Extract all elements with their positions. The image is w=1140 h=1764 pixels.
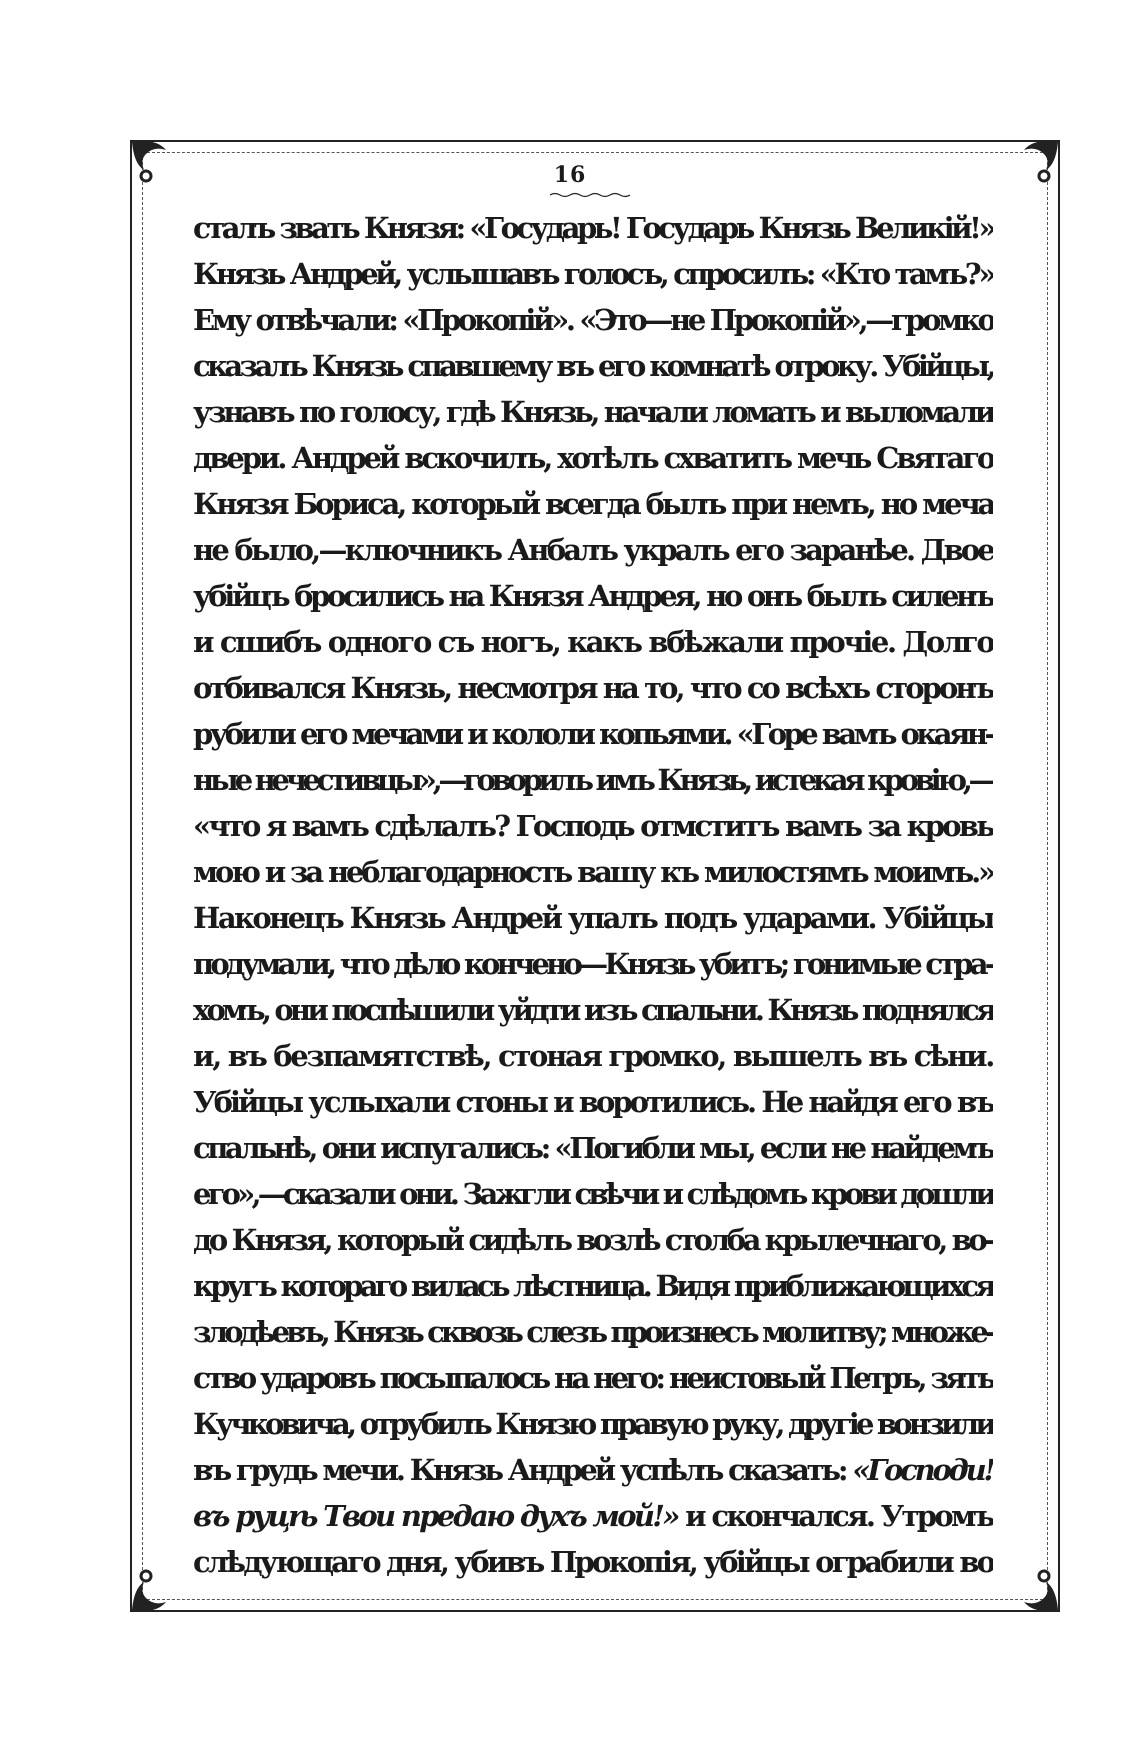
text-line: [193, 389, 993, 435]
text-segment: кругъ котораго вилась лѣстница. Видя приближающихся: [193, 1269, 993, 1303]
text-segment: двери. Андрей вскочилъ, хотѣлъ схватить мечь Святаго: [193, 441, 993, 475]
text-line: [193, 527, 993, 573]
text-line: [193, 1447, 993, 1493]
text-line: [193, 619, 993, 665]
text-line: [193, 1217, 993, 1263]
text-line: [193, 941, 993, 987]
text-segment: въ грудь мечи. Князь Андрей успѣлъ сказать:: [193, 1453, 853, 1487]
text-segment: убійцъ бросились на Князя Андрея, но онъ былъ силенъ: [193, 579, 993, 613]
text-line: [193, 1171, 993, 1217]
text-line: [193, 573, 993, 619]
text-segment: Убійцы услыхали стоны и воротились. Не найдя его въ: [193, 1085, 993, 1119]
text-line: [193, 895, 993, 941]
text-line: [193, 1401, 993, 1447]
text-segment: хомъ, они поспѣшили уйдти изъ спальни. Князь поднялся: [193, 993, 993, 1027]
text-line: [193, 1125, 993, 1171]
page-number-wavy-rule: [550, 192, 630, 198]
text-segment: и скончался. Утромъ: [677, 1499, 993, 1533]
body-text: [193, 205, 993, 1585]
text-segment: ство ударовъ посыпалось на него: неистовый Петръ, зять: [193, 1361, 993, 1395]
text-segment: его»,—сказали они. Зажгли свѣчи и слѣдомъ крови дошли: [193, 1177, 993, 1211]
text-segment: «что я вамъ сдѣлалъ? Господь отмститъ вамъ за кровь: [193, 809, 993, 843]
text-segment: рубили его мечами и кололи копьями. «Горе вамъ окаян-: [193, 717, 993, 751]
text-line: [193, 1539, 993, 1585]
text-segment: Ему отвѣчали: «Прокопій». «Это—не Прокопій»,—громко: [193, 303, 993, 337]
text-line: [193, 1493, 993, 1539]
text-line: [193, 435, 993, 481]
text-segment: Князя Бориса, который всегда былъ при немъ, но меча: [193, 487, 993, 521]
text-line: [193, 297, 993, 343]
text-segment: спальнѣ, они испугались: «Погибли мы, если не найдемъ: [193, 1131, 993, 1165]
text-line: [193, 803, 993, 849]
text-segment: Кучковича, отрубилъ Князю правую руку, другіе вонзили: [193, 1407, 993, 1441]
corner-ornament-icon: [126, 1556, 186, 1616]
text-line: [193, 849, 993, 895]
text-segment: не было,—ключникъ Анбалъ укралъ его заранѣе. Двое: [193, 533, 993, 567]
text-line: [193, 757, 993, 803]
text-segment: узнавъ по голосу, гдѣ Князь, начали ломать и выломали: [193, 395, 993, 429]
text-line: [193, 711, 993, 757]
page-number: 16: [553, 162, 587, 188]
text-line: [193, 1355, 993, 1401]
text-segment: Князь Андрей, услышавъ голосъ, спросилъ: «Кто тамъ?»: [193, 257, 993, 291]
text-segment: въ руцѣ Твои предаю духъ мой!»: [193, 1499, 678, 1533]
text-segment: сталъ звать Князя: «Государь! Государь Князь Великій!»: [193, 211, 993, 245]
text-segment: сказалъ Князь спавшему въ его комнатѣ отроку. Убійцы,: [193, 349, 993, 383]
text-segment: подумали, что дѣло кончено—Князь убитъ; гонимые стра-: [193, 947, 993, 981]
text-segment: до Князя, который сидѣлъ возлѣ столба крылечнаго, во-: [193, 1223, 993, 1257]
text-line: [193, 1263, 993, 1309]
text-segment: Наконецъ Князь Андрей упалъ подъ ударами. Убійцы: [193, 901, 993, 935]
text-segment: ные нечестивцы»,—говорилъ имъ Князь, истекая кровію,—: [193, 763, 993, 797]
text-line: [193, 1079, 993, 1125]
corner-ornament-icon: [1004, 1556, 1064, 1616]
text-line: [193, 987, 993, 1033]
text-line: [193, 481, 993, 527]
text-line: [193, 665, 993, 711]
text-segment: и сшибъ одного съ ногъ, какъ вбѣжали прочіе. Долго: [193, 625, 993, 659]
text-segment: «Господи!: [852, 1453, 993, 1487]
text-segment: слѣдующаго дня, убивъ Прокопія, убійцы ограбили во: [193, 1545, 993, 1579]
text-segment: и, въ безпамятствѣ, стоная громко, вышелъ въ сѣни.: [193, 1039, 993, 1073]
text-line: [193, 205, 993, 251]
text-segment: отбивался Князь, несмотря на то, что со всѣхъ сторонъ: [193, 671, 993, 705]
text-line: [193, 1033, 993, 1079]
text-segment: мою и за неблагодарность вашу къ милостямъ моимъ.»: [193, 855, 993, 889]
text-line: [193, 251, 993, 297]
text-line: [193, 343, 993, 389]
text-segment: злодѣевъ, Князь сквозь слезъ произнесъ молитву; множе-: [193, 1315, 993, 1349]
text-line: [193, 1309, 993, 1355]
